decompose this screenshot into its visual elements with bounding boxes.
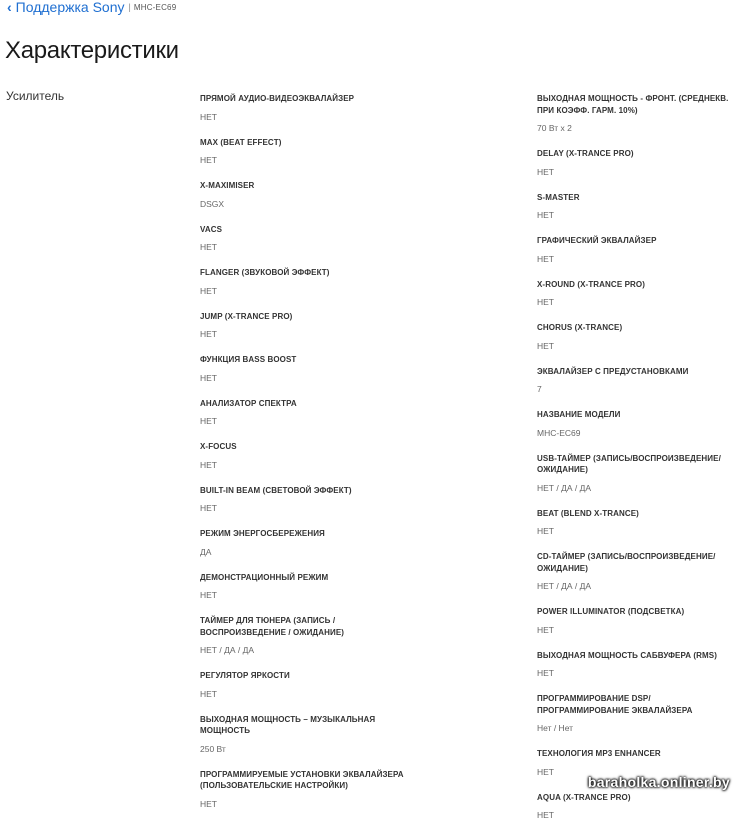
spec-value: НЕТ: [200, 329, 217, 339]
spec-item: [537, 192, 742, 222]
spec-value: Нет / Нет: [537, 723, 574, 733]
spec-value: НЕТ: [537, 526, 554, 536]
spec-label: JUMP (X-TRANCE PRO): [200, 311, 293, 321]
spec-value: НЕТ: [200, 242, 217, 252]
spec-item: [200, 769, 405, 810]
spec-label: ДЕМОНСТРАЦИОННЫЙ РЕЖИМ: [200, 572, 329, 582]
spec-label: X-FOCUS: [200, 442, 237, 451]
spec-value: НЕТ: [200, 372, 217, 383]
spec-item: [537, 148, 742, 178]
spec-value: 7: [537, 384, 542, 394]
spec-item: [200, 615, 405, 656]
spec-item: [537, 235, 742, 265]
spec-item: [200, 670, 405, 700]
spec-value: НЕТ: [537, 297, 554, 307]
page-title: Характеристики: [5, 37, 179, 64]
spec-label: VACS: [200, 224, 223, 234]
breadcrumb-separator: |: [128, 2, 131, 12]
spec-label: CHORUS (X-TRANCE): [537, 323, 623, 332]
spec-item: [200, 93, 405, 123]
spec-label: S-MASTER: [537, 192, 580, 202]
spec-item: [537, 322, 742, 352]
spec-label: AQUA (X-TRANCE PRO): [537, 792, 631, 802]
spec-label: MAX (BEAT EFFECT): [200, 137, 282, 147]
spec-item: [537, 792, 742, 822]
spec-item: [200, 398, 405, 428]
spec-label: BUILT-IN BEAM (СВЕТОВОЙ ЭФФЕКТ): [200, 485, 352, 495]
spec-label: РЕЖИМ ЭНЕРГОСБЕРЕЖЕНИЯ: [200, 529, 325, 538]
spec-item: [200, 441, 405, 471]
spec-label: ПРОГРАММИРОВАНИЕ DSP/ПРОГРАММИРОВАНИЕ ЭКВАЛАЙЗЕРА: [537, 694, 693, 715]
spec-value: НЕТ / ДА / ДА: [537, 581, 592, 591]
spec-value: НЕТ: [200, 688, 217, 699]
spec-item: [200, 137, 405, 167]
spec-label: ПРЯМОЙ АУДИО-ВИДЕОЭКВАЛАЙЗЕР: [200, 94, 355, 103]
spec-value: MHC-EC69: [537, 427, 581, 438]
spec-value: НЕТ: [200, 111, 217, 122]
spec-value: НЕТ / ДА / ДА: [200, 645, 255, 655]
spec-value: НЕТ: [537, 166, 554, 177]
spec-value: НЕТ: [537, 766, 554, 777]
spec-label: ЭКВАЛАЙЗЕР С ПРЕДУСТАНОВКАМИ: [537, 366, 689, 376]
spec-value: НЕТ: [537, 253, 554, 264]
spec-item: [200, 180, 405, 210]
watermark: baraholka.onliner.by: [587, 774, 730, 790]
spec-label: X-ROUND (X-TRANCE PRO): [537, 279, 645, 289]
spec-value: НЕТ: [200, 503, 217, 513]
spec-value: НЕТ: [200, 590, 217, 600]
spec-label: НАЗВАНИЕ МОДЕЛИ: [537, 410, 621, 419]
spec-value: НЕТ: [200, 285, 217, 296]
spec-item: [537, 279, 742, 309]
spec-value: НЕТ: [537, 210, 554, 220]
spec-label: АНАЛИЗАТОР СПЕКТРА: [200, 398, 297, 408]
spec-item: [537, 551, 742, 592]
spec-column-left: [200, 93, 405, 824]
spec-item: [200, 311, 405, 341]
spec-item: [200, 354, 405, 384]
spec-label: ТАЙМЕР ДЛЯ ТЮНЕРА (ЗАПИСЬ / ВОСПРОИЗВЕДЕНИЕ / ОЖИДАНИЕ): [200, 616, 345, 637]
spec-item: [537, 693, 742, 734]
spec-item: [537, 453, 742, 494]
spec-item: [200, 714, 405, 755]
spec-value: 70 Вт x 2: [537, 123, 572, 133]
spec-value: НЕТ / ДА / ДА: [537, 482, 592, 493]
breadcrumb-link-sony-support[interactable]: Поддержка Sony: [15, 0, 125, 15]
spec-value: НЕТ: [200, 155, 217, 165]
spec-item: [537, 650, 742, 680]
breadcrumb: [7, 0, 176, 14]
spec-label: ВЫХОДНАЯ МОЩНОСТЬ - ФРОНТ. (СРЕДНЕКВ. ПРИ КОЭФФ. ГАРМ. 10%): [537, 94, 729, 115]
spec-label: ПРОГРАММИРУЕМЫЕ УСТАНОВКИ ЭКВАЛАЙЗЕРА (ПОЛЬЗОВАТЕЛЬСКИЕ НАСТРОЙКИ): [200, 769, 404, 790]
spec-value: НЕТ: [200, 459, 217, 470]
spec-label: ВЫХОДНАЯ МОЩНОСТЬ – МУЗЫКАЛЬНАЯ МОЩНОСТЬ: [200, 714, 376, 735]
spec-item: [537, 606, 742, 636]
spec-item: [537, 508, 742, 538]
spec-item: [200, 528, 405, 558]
spec-label: ГРАФИЧЕСКИЙ ЭКВАЛАЙЗЕР: [537, 236, 657, 245]
spec-column-right: [537, 93, 742, 835]
spec-label: ВЫХОДНАЯ МОЩНОСТЬ САБВУФЕРА (RMS): [537, 650, 718, 660]
spec-item: [200, 224, 405, 254]
spec-item: [200, 485, 405, 515]
spec-label: BEAT (BLEND X-TRANCE): [537, 508, 639, 518]
spec-label: ТЕХНОЛОГИЯ MP3 ENHANCER: [537, 749, 661, 758]
spec-label: РЕГУЛЯТОР ЯРКОСТИ: [200, 671, 290, 680]
spec-value: НЕТ: [200, 798, 217, 809]
spec-value: НЕТ: [537, 340, 554, 351]
spec-item: [200, 572, 405, 602]
breadcrumb-model: MHC-EC69: [133, 2, 177, 12]
spec-value: ДА: [200, 546, 212, 557]
spec-label: FLANGER (ЗВУКОВОЙ ЭФФЕКТ): [200, 268, 330, 277]
spec-value: НЕТ: [537, 810, 554, 820]
spec-label: ФУНКЦИЯ BASS BOOST: [200, 355, 297, 364]
spec-label: CD-ТАЙМЕР (ЗАПИСЬ/ВОСПРОИЗВЕДЕНИЕ/ОЖИДАНИЕ): [537, 552, 716, 573]
spec-item: [200, 267, 405, 297]
spec-label: POWER ILLUMINATOR (ПОДСВЕТКА): [537, 607, 685, 616]
spec-value: DSGX: [200, 198, 225, 209]
spec-label: X-MAXIMISER: [200, 181, 255, 190]
spec-value: НЕТ: [537, 668, 554, 678]
spec-value: НЕТ: [200, 416, 217, 426]
spec-label: DELAY (X-TRANCE PRO): [537, 149, 634, 158]
spec-label: USB-ТАЙМЕР (ЗАПИСЬ/ВОСПРОИЗВЕДЕНИЕ/ОЖИДАНИЕ): [537, 453, 721, 474]
section-title-amplifier: Усилитель: [6, 89, 65, 103]
spec-value: НЕТ: [537, 624, 554, 635]
spec-item: [537, 366, 742, 396]
spec-item: [537, 93, 742, 134]
spec-value: 250 Вт: [200, 743, 226, 754]
chevron-left-icon[interactable]: ‹: [7, 0, 12, 15]
spec-item: [537, 409, 742, 439]
